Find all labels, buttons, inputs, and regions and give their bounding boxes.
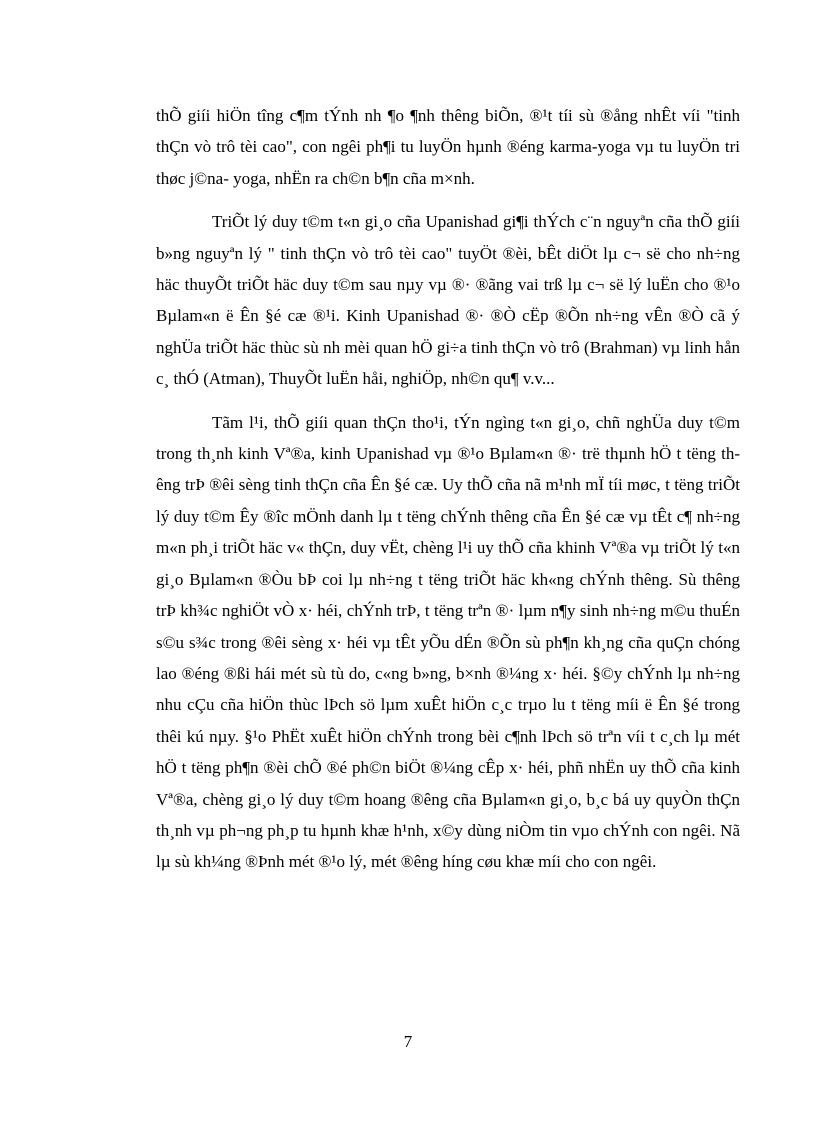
paragraph-summary: Tãm l¹i, thÕ giíi quan thÇn tho¹i, tÝn ngìng t«n gi¸o, chñ nghÜa duy t©m trong th¸nh kinh Vª®a, kinh Upanishad vµ ®¹o Bµlam«n ®· trë thµnh hÖ t tëng thêng trÞ ®êi sèng tinh thÇn cña Ên §é cæ. Uy thÕ cña nã m¹nh mÏ tíi møc, t tëng triÕt lý duy t©m Êy ®îc mÖnh danh lµ t tëng chÝnh thêng cña Ên §é cæ vµ tÊt c¶ nh÷ng m«n ph¸i triÕt häc v« thÇn, duy vËt, chèng l¹i uy thÕ cña khinh Vª®a vµ triÕt lý t«n gi¸o Bµlam«n ®Òu bÞ coi lµ nh÷ng t tëng triÕt häc kh«ng chÝnh thêng. Sù thêng trÞ kh¾c nghiÖt vÒ x· héi, chÝnh trÞ, t tëng trªn ®· lµm n¶y sinh nh÷ng m©u thuÉn s©u s¾c trong ®êi sèng x· héi vµ tÊt yÕu dÉn ®Õn sù ph¶n kh¸ng cña quÇn chóng lao ®éng ®ßi hái mét sù tù do, c«ng b»ng, b×nh ®¼ng x· héi. §©y chÝnh lµ nh÷ng nhu cÇu cña hiÖn thùc lÞch sö lµm xuÊt hiÖn c¸c trµo lu t tëng míi ë Ên §é trong thêi kú nµy. §¹o PhËt xuÊt hiÖn chÝnh trong bèi c¶nh lÞch sö trªn víi t c¸ch lµ mét hÖ t tëng ph¶n ®èi chÕ ®é ph©n biÖt ®¼ng cÊp x· héi, phñ nhËn uy thÕ cña kinh Vª®a, chèng gi¸o lý duy t©m hoang ®êng cña Bµlam«n gi¸o, b¸c bá uy quyÒn thÇn th¸nh vµ ph¬ng ph¸p tu hµnh khæ h¹nh, x©y dùng niÒm tin vµo chÝnh con ngêi. Nã lµ sù kh¼ng ®Þnh mét ®¹o lý, mét ®êng híng cøu khæ míi cho con ngêi.: [156, 412, 740, 872]
paragraph-upanishad: TriÕt lý duy t©m t«n gi¸o cña Upanishad gi¶i thÝch c¨n nguyªn cña thÕ giíi b»ng nguyªn lý " tinh thÇn vò trô tèi cao" tuyÖt ®èi, bÊt diÖt lµ c¬ së cho nh÷ng häc thuyÕt triÕt häc duy t©m sau nµy vµ ®· ®ãng vai trß lµ c¬ së lý luËn cho ®¹o Bµlam«n ë Ên §é cæ ®¹i. Kinh Upanishad ®· ®Ò cËp ®Õn nh÷ng vÊn ®Ò cã ý nghÜa triÕt häc thùc sù nh mèi quan hÖ gi÷a tinh thÇn vò trô (Brahman) vµ linh hån c¸ thÓ (Atman), ThuyÕt luËn håi, nghiÖp, nh©n qu¶ v.v...: [156, 212, 740, 389]
page-number: 7: [403, 1032, 413, 1051]
paragraph-continuation: thÕ giíi hiÖn tîng c¶m tÝnh nh ¶o ¶nh thêng biÕn, ®¹t tíi sù ®ång nhÊt víi "tinh thÇn vò trô tèi cao", con ngêi ph¶i tu luyÖn hµnh ®éng karma-yoga vµ tu luyÖn tri thøc j©na- yoga, nhËn ra ch©n b¶n cña m×nh.: [156, 106, 740, 188]
body-text: [156, 100, 740, 878]
